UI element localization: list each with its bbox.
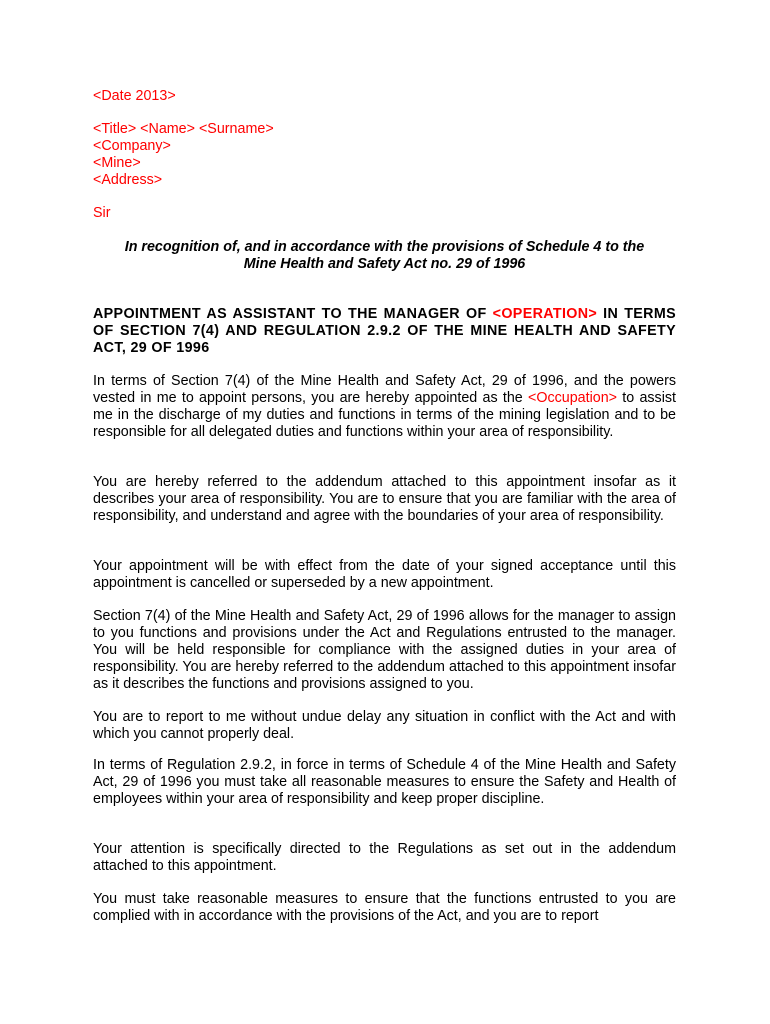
operation-placeholder: <OPERATION> [492,306,598,322]
heading-suffix: IN TERMS OF SECTION 7(4) AND REGULATION 2.9.2 OF THE MINE HEALTH AND SAFETY ACT, 29 OF 1996 [93,306,676,356]
paragraph-effective-date: Your appointment will be with effect from the date of your signed acceptance until this appointment is cancelled or superseded by a new appointment. [93,558,676,591]
recipient-name: <Title> <Name> <Surname> [93,121,274,137]
recognition-statement [93,239,676,273]
occupation-placeholder: <Occupation> [528,390,618,406]
recipient-company: <Company> [93,138,171,154]
paragraph-reasonable-measures: You must take reasonable measures to ensure that the functions entrusted to you are complied with in accordance with the provisions of the Act, and you are to report [93,891,676,924]
paragraph-addendum-area: You are hereby referred to the addendum attached to this appointment insofar as it describes your area of responsibility. You are to ensure that you are familiar with the area of responsibility, and understand and agree with the boundaries of your area of responsibility. [93,474,676,524]
heading-prefix: APPOINTMENT AS ASSISTANT TO THE MANAGER OF [93,306,493,322]
paragraph-report-conflict: You are to report to me without undue delay any situation in conflict with the Act and with which you cannot properly deal. [93,709,676,742]
paragraph-regulation-2-9-2: In terms of Regulation 2.9.2, in force in terms of Schedule 4 of the Mine Health and Safety Act, 29 of 1996 you must take all reasonable measures to ensure the Safety and Health of employees within your area of responsibility and keep proper discipline. [93,757,676,807]
recipient-address-block [93,121,274,189]
paragraph-section-7-4: Section 7(4) of the Mine Health and Safety Act, 29 of 1996 allows for the manager to assign to you functions and provisions under the Act and Regulations entrusted to the manager. You will be held responsible for compliance with the assigned duties in your area of responsibility. You are hereby referred to the addendum attached to this appointment insofar as it describes the functions and provisions assigned to you. [93,608,676,692]
p1-before: In terms of Section 7(4) of the Mine Health and Safety Act, 29 of 1996, and the powers vested in me to appoint persons, you are hereby appointed as the [93,373,676,406]
paragraph-regulations-attention: Your attention is specifically directed to the Regulations as set out in the addendum attached to this appointment. [93,841,676,874]
salutation: Sir [93,205,111,221]
letter-date: <Date 2013> [93,88,176,104]
recognition-line-2: Mine Health and Safety Act no. 29 of 1996 [243,256,526,272]
recipient-address: <Address> [93,172,163,188]
p1-after: to assist me in the discharge of my duties and functions in terms of the mining legislation and to be responsible for all delegated duties and functions within your area of responsibility. [93,390,676,440]
paragraph-appointment [93,373,676,441]
appointment-heading [93,306,676,357]
recipient-mine: <Mine> [93,155,141,171]
recognition-line-1: In recognition of, and in accordance with the provisions of Schedule 4 to the [124,239,645,255]
